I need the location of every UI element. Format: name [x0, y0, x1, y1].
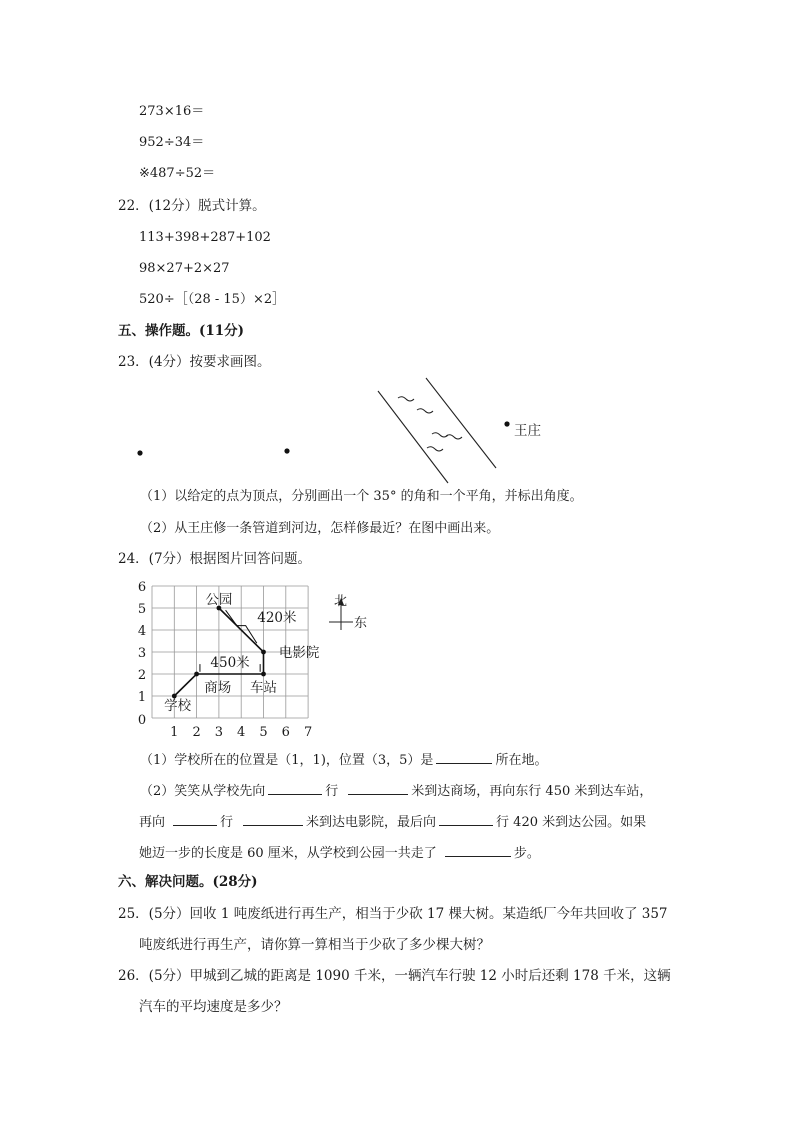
- q24-sub2-text: 行: [325, 784, 339, 799]
- river-wave-marks: [398, 397, 462, 451]
- q25-line2: 吨废纸进行再生产，请你算一算相当于少砍了多少棵大树？: [139, 937, 490, 953]
- q22-expr-2: 98×27+2×27: [139, 261, 230, 276]
- route-point: [194, 672, 199, 677]
- y-tick-label: 6: [137, 580, 147, 595]
- x-tick-label: 5: [259, 725, 268, 740]
- calc-line-3: ※487÷52＝: [139, 166, 216, 181]
- q24-sub2-text: 步。: [513, 846, 540, 861]
- compass-east-label: 东: [354, 616, 368, 631]
- place-label-station: 车站: [250, 680, 277, 696]
- q25-line1: 25．(5分）回收 1 吨废纸进行再生产，相当于少砍 17 棵大树。某造纸厂今年共回收了 357: [118, 906, 668, 922]
- x-tick-label: 2: [192, 725, 201, 740]
- answer-blank[interactable]: [436, 749, 492, 764]
- place-label-mall: 商场: [204, 680, 232, 696]
- answer-blank[interactable]: [439, 811, 493, 826]
- y-tick-label: 4: [137, 624, 147, 639]
- section-5-heading: 五、操作题。(11分): [118, 323, 245, 339]
- q24-sub2-line2: [139, 811, 646, 832]
- answer-blank[interactable]: [243, 811, 303, 826]
- q24-sub2-text: 她迈一步的长度是 60 厘米，从学校到公园一共走了: [139, 846, 437, 861]
- y-tick-label: 3: [137, 646, 147, 661]
- village-point: [504, 421, 509, 426]
- y-tick-label: 1: [137, 690, 147, 705]
- calc-line-1: 273×16＝: [139, 104, 205, 119]
- q24-sub2-text: 再向: [139, 815, 166, 830]
- answer-blank[interactable]: [445, 842, 511, 857]
- q24-sub2-line3: [139, 842, 540, 863]
- village-label: 王庄: [514, 423, 541, 439]
- river-bank-right: [426, 378, 496, 468]
- q22-expr-1: 113+398+287+102: [139, 230, 271, 245]
- answer-blank[interactable]: [268, 780, 322, 795]
- route-point: [261, 672, 266, 677]
- answer-blank[interactable]: [348, 780, 408, 795]
- q24-sub1: [140, 749, 547, 770]
- q23-sub1: （1）以给定的点为顶点，分别画出一个 35° 的角和一个平角，并标出角度。: [140, 489, 583, 504]
- q22-title: 22．(12分）脱式计算。: [118, 198, 266, 214]
- river-bank-left: [378, 391, 448, 483]
- x-tick-label: 1: [170, 725, 179, 740]
- distance-label-420: 420米: [257, 609, 297, 626]
- place-label-school: 学校: [164, 698, 192, 714]
- section-6-heading: 六、解决问题。(28分): [118, 874, 258, 890]
- q24-sub1-text-b: 所在地。: [495, 753, 548, 768]
- q24-sub2-text: 米到达电影院，最后向: [306, 815, 437, 830]
- x-tick-label: 6: [281, 725, 290, 740]
- q24-sub2-text: 米到达商场，再向东行 450 米到达车站，: [411, 784, 653, 799]
- compass-north-label: 北: [334, 594, 348, 609]
- q24-sub2-text: 行: [220, 815, 234, 830]
- x-tick-label: 4: [237, 725, 246, 740]
- origin-label: 0: [137, 713, 147, 728]
- q24-sub2-text: （2）笑笑从学校先向: [140, 784, 266, 799]
- q24-sub2-line1: [140, 780, 652, 801]
- q24-sub2-text: 行 420 米到达公园。如果: [496, 815, 647, 830]
- vertex-point-1: [137, 450, 142, 455]
- q24-title: 24．(7分）根据图片回答问题。: [118, 551, 312, 567]
- q26-line1: 26．(5分）甲城到乙城的距离是 1090 千米，一辆汽车行驶 12 小时后还剩 178 千米，这辆: [118, 968, 671, 984]
- q23-title: 23．(4分）按要求画图。: [118, 354, 271, 370]
- q23-sub2: （2）从王庄修一条管道到河边，怎样修最近？在图中画出来。: [140, 521, 500, 536]
- q22-expr-3: 520÷［（28 - 15）×2］: [139, 292, 286, 307]
- x-tick-label: 3: [214, 725, 224, 740]
- q24-sub1-text-a: （1）学校所在的位置是（1，1)，位置（3，5）是: [140, 753, 434, 768]
- distance-label-450: 450米: [210, 655, 250, 671]
- place-label-park: 公园: [205, 592, 233, 608]
- calc-line-2: 952÷34＝: [139, 135, 205, 150]
- x-tick-label: 7: [303, 725, 313, 740]
- answer-blank[interactable]: [173, 811, 217, 826]
- y-tick-label: 2: [137, 668, 147, 683]
- route-point: [261, 650, 266, 655]
- place-label-cinema: 电影院: [278, 645, 320, 661]
- compass: [325, 590, 375, 640]
- vertex-point-2: [284, 448, 289, 453]
- q26-line2: 汽车的平均速度是多少？: [139, 999, 288, 1015]
- y-tick-label: 5: [137, 602, 147, 617]
